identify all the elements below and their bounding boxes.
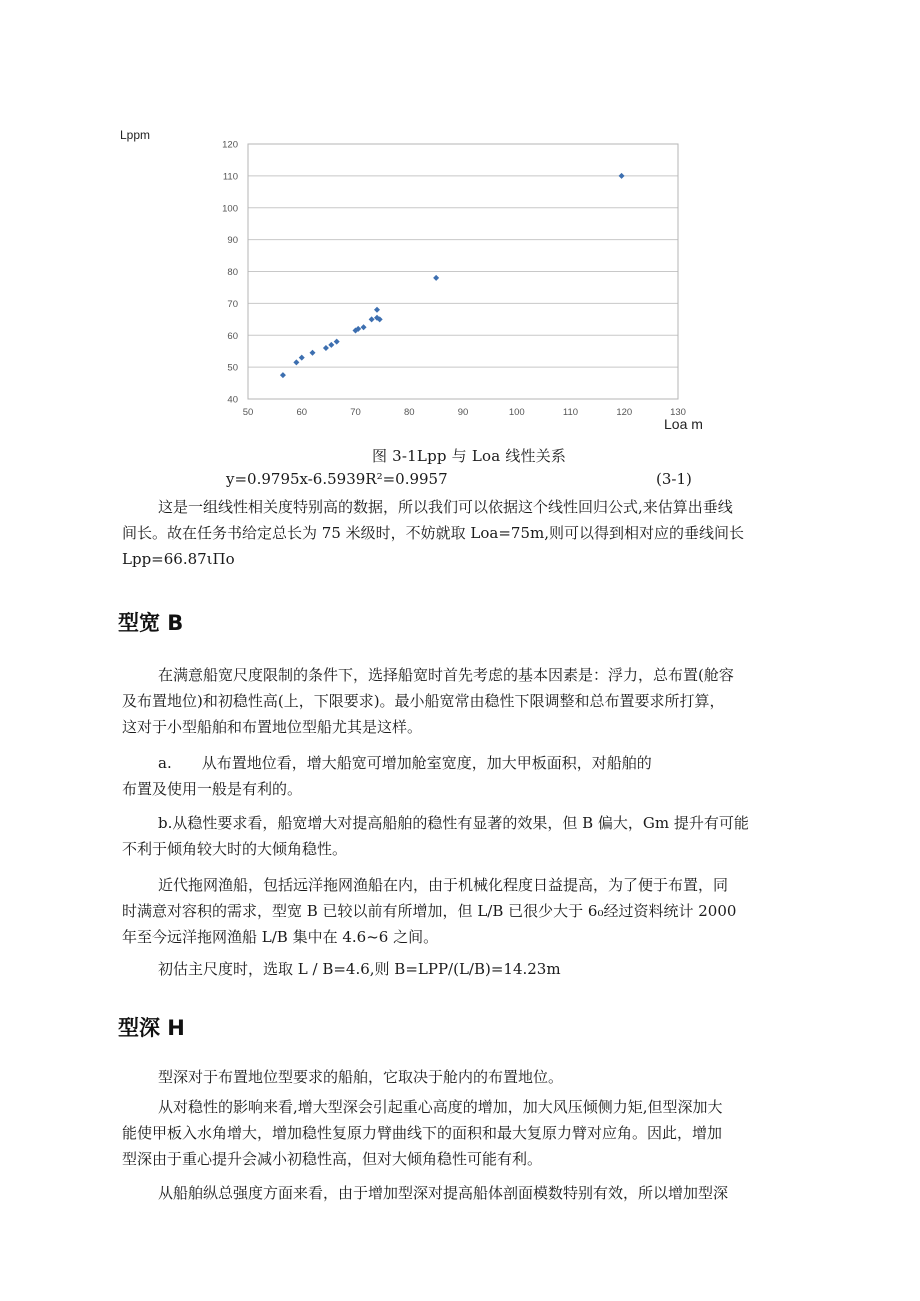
data-point xyxy=(361,324,367,330)
data-point xyxy=(334,339,340,345)
y-tick-label: 100 xyxy=(222,203,238,215)
beam-paragraph-1 xyxy=(122,662,822,740)
depth-paragraph-3 xyxy=(122,1180,822,1206)
scatter-chart xyxy=(200,130,690,420)
data-point xyxy=(433,275,439,281)
data-point xyxy=(374,307,380,313)
x-tick-label: 80 xyxy=(403,407,415,418)
data-point xyxy=(323,345,329,351)
data-point xyxy=(310,350,316,356)
beam-paragraph-2 xyxy=(122,750,822,802)
text-line: 年至今远洋拖网渔船 L/B 集中在 4.6~6 之间。 xyxy=(122,928,439,946)
x-tick-label: 120 xyxy=(616,407,633,418)
text-line: 型深对于布置地位型要求的船舶，它取决于舱内的布置地位。 xyxy=(158,1068,564,1086)
y-tick-label: 50 xyxy=(227,362,238,374)
text-line: 从对稳性的影响来看,增大型深会引起重心高度的增加，加大风压倾侧力矩,但型深加大 xyxy=(158,1098,723,1116)
text-line: 及布置地位)和初稳性高(上，下限要求)。最小船宽常由稳性下限调整和总布置要求所打算， xyxy=(122,692,725,710)
text-line: 型深由于重心提升会减小初稳性高，但对大倾角稳性可能有利。 xyxy=(122,1150,543,1168)
text-line: 这是一组线性相关度特别高的数据，所以我们可以依据这个线性回归公式,来估算出垂线 xyxy=(158,498,733,516)
y-tick-label: 60 xyxy=(227,330,238,342)
text-line: 能使甲板入水角增大，增加稳性复原力臂曲线下的面积和最大复原力臂对应角。因此，增加 xyxy=(122,1124,723,1142)
depth-paragraph-1 xyxy=(122,1064,822,1090)
data-point xyxy=(619,173,625,179)
text-line: a. 从布置地位看，增大船宽可增加舱室宽度，加大甲板面积，对船舶的 xyxy=(158,754,652,772)
y-tick-label: 110 xyxy=(222,171,238,183)
text-line: Lpp=66.87ιΠo xyxy=(122,550,235,568)
data-point xyxy=(280,372,286,378)
regression-formula: y=0.9795x-6.5939R²=0.9957 xyxy=(226,470,448,488)
x-tick-label: 90 xyxy=(457,407,469,418)
x-tick-label: 130 xyxy=(670,407,686,418)
y-tick-label: 80 xyxy=(227,267,238,278)
text-line: 时满意对容积的需求，型宽 B 已较以前有所增加，但 L/B 已很少大于 6₀经过资料统计 2000 xyxy=(122,902,737,920)
beam-paragraph-5 xyxy=(122,956,822,982)
intro-paragraph xyxy=(122,494,822,572)
text-line: 布置及使用一般是有利的。 xyxy=(122,780,303,798)
x-tick-label: 110 xyxy=(562,407,579,418)
text-line: 初估主尺度时，选取 L / B=4.6,则 B=LPP/(L/B)=14.23m xyxy=(158,960,561,978)
text-line: 近代拖网渔船，包括远洋拖网渔船在内，由于机械化程度日益提高，为了便于布置，同 xyxy=(158,876,729,894)
figure-caption: 图 3-1Lpp 与 Loa 线性关系 xyxy=(372,447,567,465)
equation-number: (3-1) xyxy=(656,470,692,488)
y-tick-label: 40 xyxy=(227,394,238,406)
x-tick-label: 60 xyxy=(296,407,308,418)
data-point xyxy=(328,342,334,348)
text-line: 间长。故在任务书给定总长为 75 米级时，不妨就取 Loa=75m,则可以得到相对应的垂线间长 xyxy=(122,524,744,542)
beam-paragraph-3 xyxy=(122,810,822,862)
chart-y-axis-label: Lppm xyxy=(120,128,151,142)
section-heading-beam: 型宽 B xyxy=(118,611,184,635)
x-tick-label: 50 xyxy=(242,407,254,418)
beam-paragraph-4 xyxy=(122,872,822,950)
x-tick-label: 100 xyxy=(508,407,525,418)
text-line: 不利于倾角较大时的大倾角稳性。 xyxy=(122,840,348,858)
text-line: 这对于小型船舶和布置地位型船尤其是这样。 xyxy=(122,718,423,736)
x-tick-label: 70 xyxy=(350,407,361,418)
data-point xyxy=(299,355,305,361)
chart-x-axis-label: Loa m xyxy=(664,416,703,432)
y-tick-label: 120 xyxy=(222,139,238,151)
depth-paragraph-2 xyxy=(122,1094,822,1172)
text-line: 在满意船宽尺度限制的条件下，选择船宽时首先考虑的基本因素是：浮力，总布置(舱容 xyxy=(158,666,734,684)
data-point xyxy=(369,316,375,322)
section-heading-depth: 型深 H xyxy=(118,1016,185,1040)
y-tick-label: 70 xyxy=(227,298,238,310)
data-point xyxy=(293,359,299,365)
text-line: 从船舶纵总强度方面来看，由于增加型深对提高船体剖面模数特别有效，所以增加型深 xyxy=(158,1184,729,1202)
text-line: b.从稳性要求看，船宽增大对提高船舶的稳性有显著的效果，但 B 偏大，Gm 提升有可能 xyxy=(158,814,749,832)
y-tick-label: 90 xyxy=(227,235,238,247)
